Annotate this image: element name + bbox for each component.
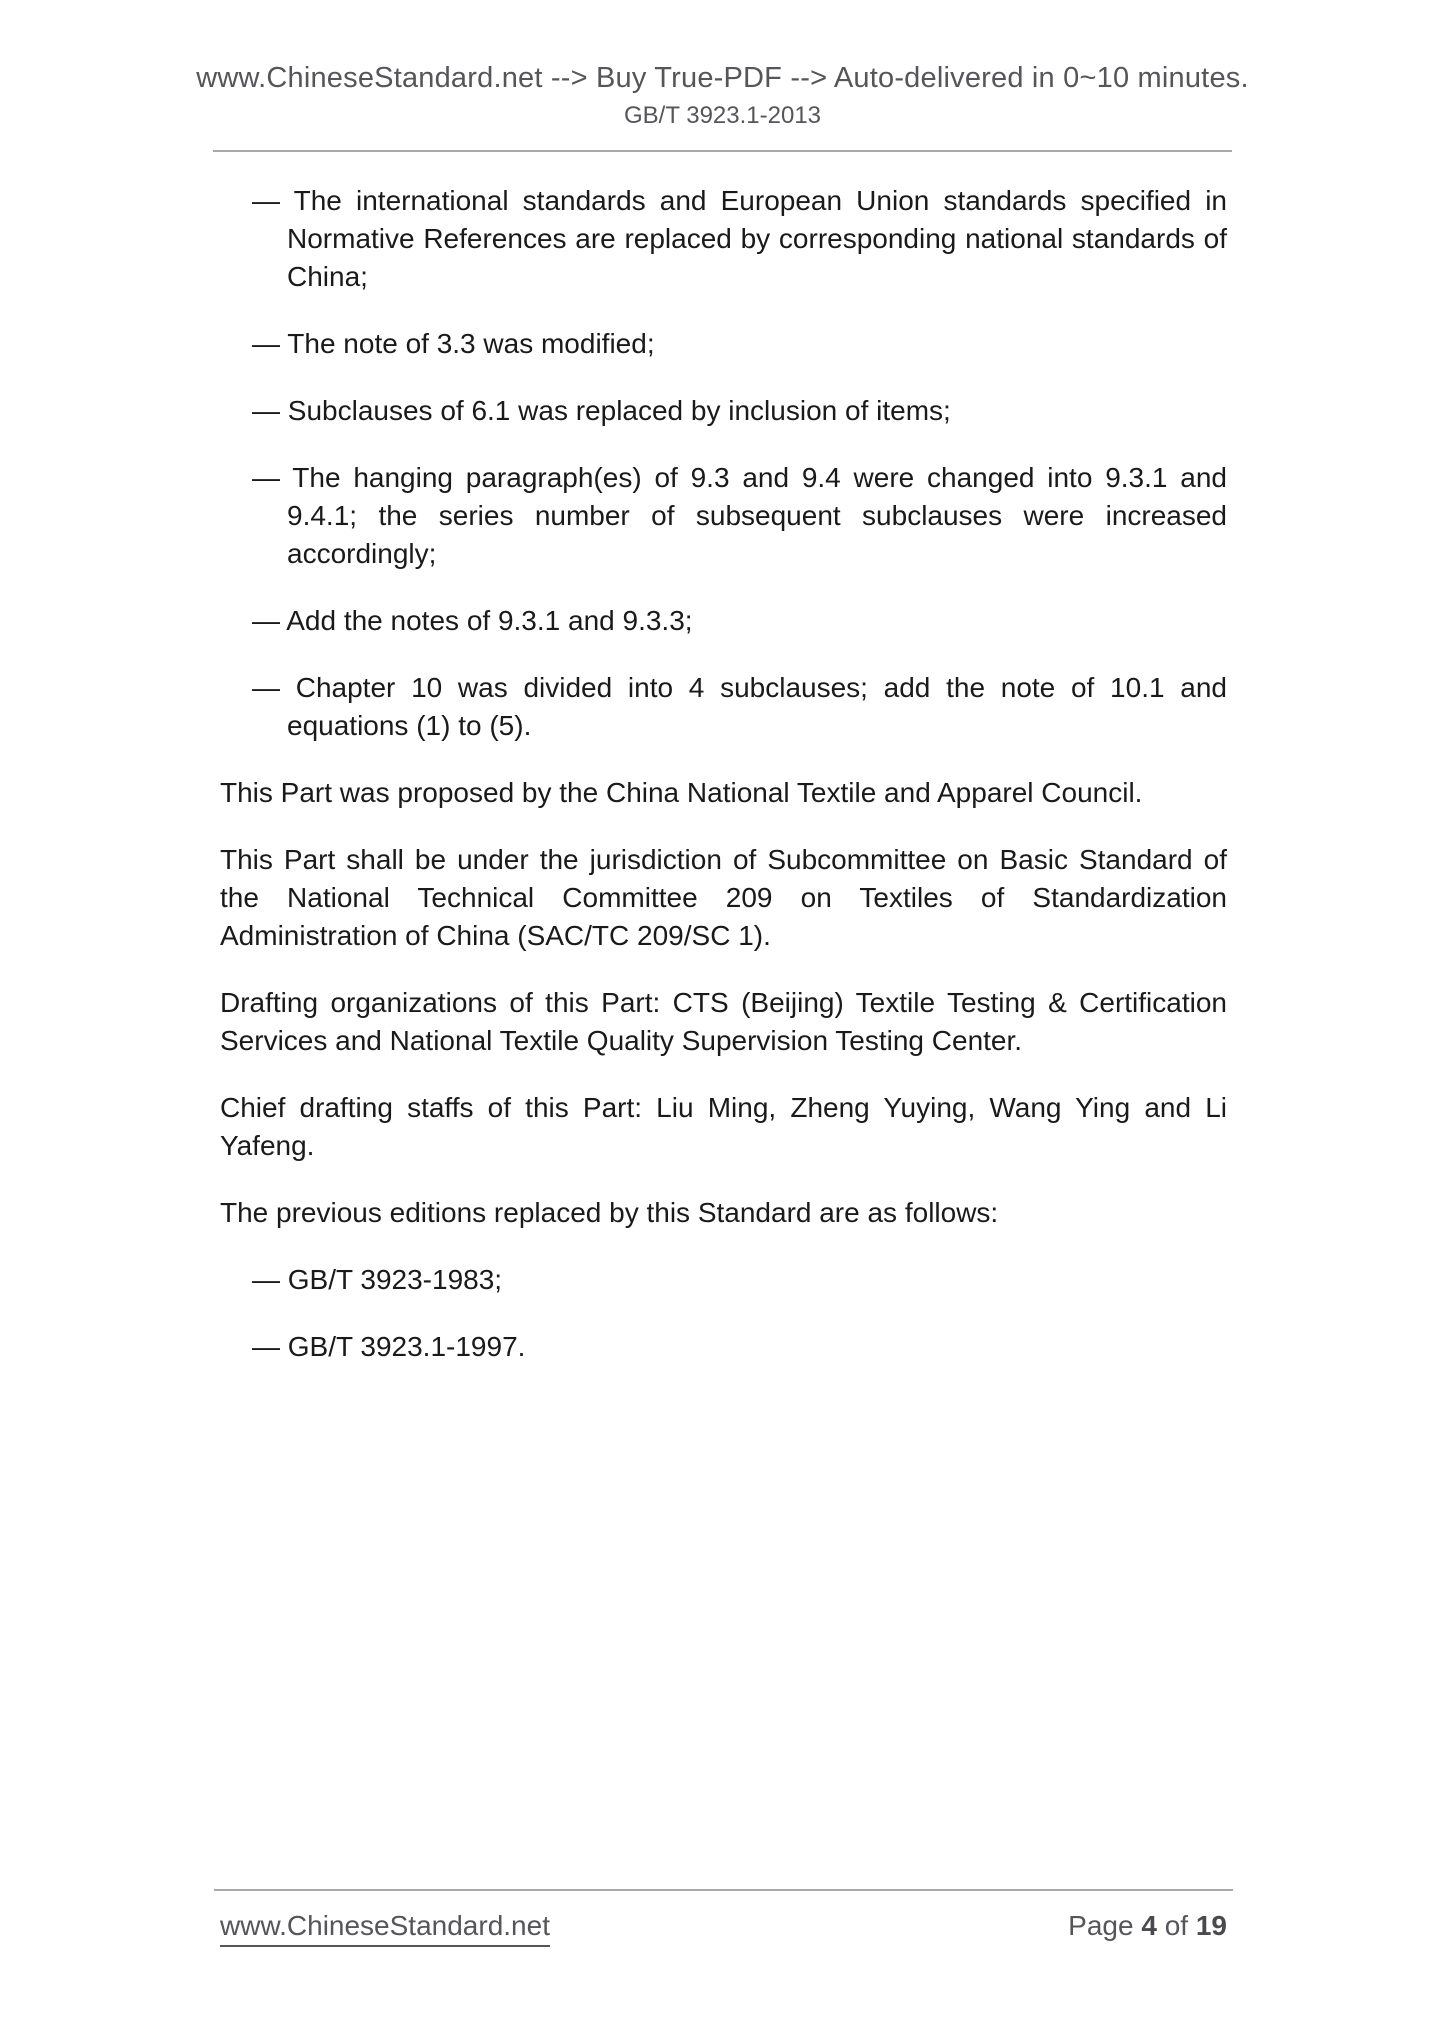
page-header — [0, 0, 1445, 131]
body-paragraph: This Part shall be under the jurisdiction of Subcommittee on Basic Standard of the National Technical Committee 209 on Textiles of Standardization Administration of China (SAC/TC 209/SC 1). — [220, 844, 1227, 951]
bullet-item: — The international standards and European Union standards specified in Normative References are replaced by corresponding national standards of China; — [252, 185, 1227, 292]
body-paragraph: Chief drafting staffs of this Part: Liu Ming, Zheng Yuying, Wang Ying and Li Yafeng. — [220, 1092, 1227, 1161]
bullet-item: — Add the notes of 9.3.1 and 9.3.3; — [252, 605, 693, 636]
bullet-item: — GB/T 3923.1-1997. — [252, 1331, 526, 1362]
footer-website-link[interactable]: www.ChineseStandard.net — [220, 1908, 550, 1947]
header-divider — [213, 150, 1232, 152]
header-standard-number: GB/T 3923.1-2013 — [623, 102, 822, 129]
body-paragraph: The previous editions replaced by this Standard are as follows: — [220, 1197, 999, 1228]
page-number-indicator — [1068, 1908, 1227, 1944]
footer-divider — [214, 1889, 1233, 1891]
bullet-item: — GB/T 3923-1983; — [252, 1264, 503, 1295]
document-content — [220, 182, 1227, 1366]
page-footer — [220, 1908, 1227, 1947]
bullet-item: — Chapter 10 was divided into 4 subclauses; add the note of 10.1 and equations (1) to (5). — [252, 672, 1227, 741]
page-word: Page — [1068, 1910, 1134, 1941]
body-paragraph: Drafting organizations of this Part: CTS (Beijing) Textile Testing & Certification Services and National Textile Quality Supervision Testing Center. — [220, 987, 1227, 1056]
bullet-item: — The hanging paragraph(es) of 9.3 and 9.4 were changed into 9.3.1 and 9.4.1; the series number of subsequent subclauses were increased accordingly; — [252, 462, 1227, 569]
header-banner-text: www.ChineseStandard.net --> Buy True-PDF --> Auto-delivered in 0~10 minutes. — [196, 62, 1249, 94]
of-word: of — [1164, 1910, 1189, 1941]
bullet-item: — Subclauses of 6.1 was replaced by inclusion of items; — [252, 395, 951, 426]
body-paragraph: This Part was proposed by the China National Textile and Apparel Council. — [220, 777, 1143, 808]
page-total: 19 — [1195, 1910, 1227, 1941]
bullet-item: — The note of 3.3 was modified; — [252, 328, 655, 359]
page-current: 4 — [1141, 1910, 1157, 1941]
